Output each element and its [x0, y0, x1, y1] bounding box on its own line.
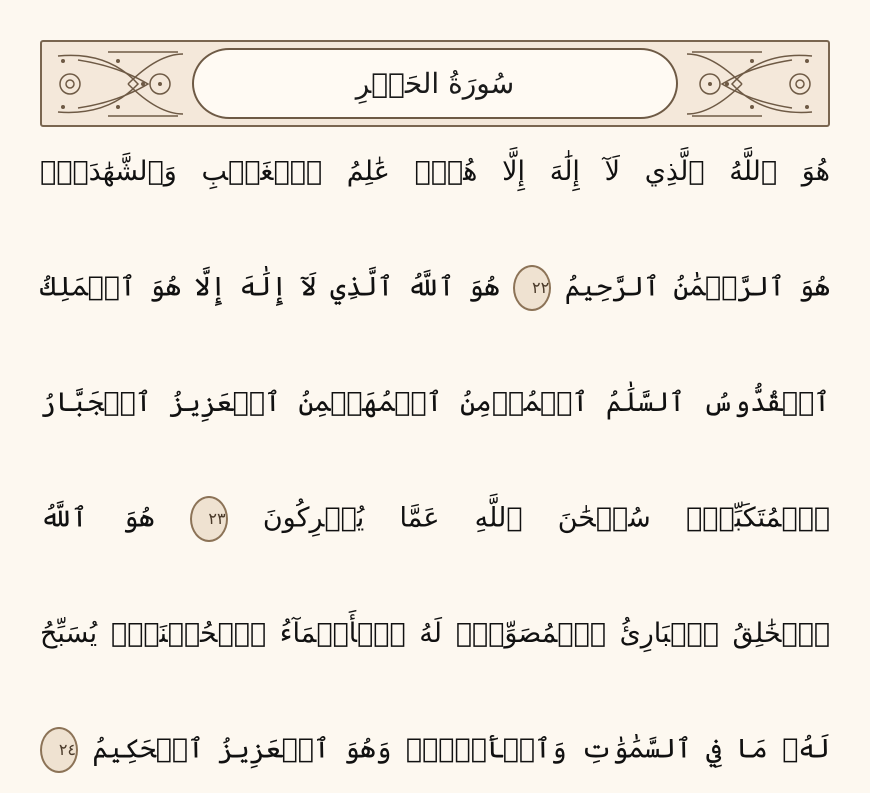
text-line: ٱلۡخَٰلِقُ ٱلۡبَارِئُ ٱلۡمُصَوِّرُۖ لَهُ ٱلۡأَسۡمَآءُ ٱلۡحُسۡنَىٰۚ يُسَبِّحُ	[40, 618, 830, 650]
title-cartouche	[192, 48, 678, 119]
verse-text: هُوَ ٱلرَّحۡمَٰنُ ٱلرَّحِيمُ	[564, 271, 830, 303]
ayah-number-marker: ٢٤	[40, 727, 78, 773]
quran-text	[40, 150, 830, 773]
ayah-number-marker: ٢٣	[190, 496, 228, 542]
ornament-icon	[682, 46, 822, 121]
verse-text: لَهُۥ مَا فِي ٱلسَّمَٰوَٰتِ وَٱلۡأَرۡضِۖ وَهُوَ ٱلۡعَزِيزُ ٱلۡحَكِيمُ	[92, 733, 830, 765]
verse-text: هُوَ ٱللَّهُ ٱلَّذِي لَآ إِلَٰهَ إِلَّا هُوَ ٱلۡمَلِكُ	[40, 271, 500, 303]
ornament-icon	[48, 46, 188, 121]
verse-text: ٱلۡمُتَكَبِّرُۚ سُبۡحَٰنَ ٱللَّهِ عَمَّا يُشۡرِكُونَ	[262, 502, 831, 534]
text-line	[40, 496, 830, 542]
surah-title: سُورَةُ الحَشۡرِ	[355, 67, 515, 100]
text-line	[40, 265, 830, 311]
text-line: هُوَ ٱللَّهُ ٱلَّذِي لَآ إِلَٰهَ إِلَّا هُوَۖ عَٰلِمُ ٱلۡغَيۡبِ وَٱلشَّهَٰدَةِۖ	[40, 156, 830, 187]
ayah-number-marker: ٢٢	[513, 265, 551, 311]
verse-text: هُوَ ٱللَّهُ	[40, 502, 155, 534]
text-line	[40, 727, 830, 773]
text-line: ٱلۡقُدُّوسُ ٱلسَّلَٰمُ ٱلۡمُؤۡمِنُ ٱلۡمُهَيۡمِنُ ٱلۡعَزِيزُ ٱلۡجَبَّارُ	[40, 387, 830, 419]
surah-header	[40, 40, 830, 127]
